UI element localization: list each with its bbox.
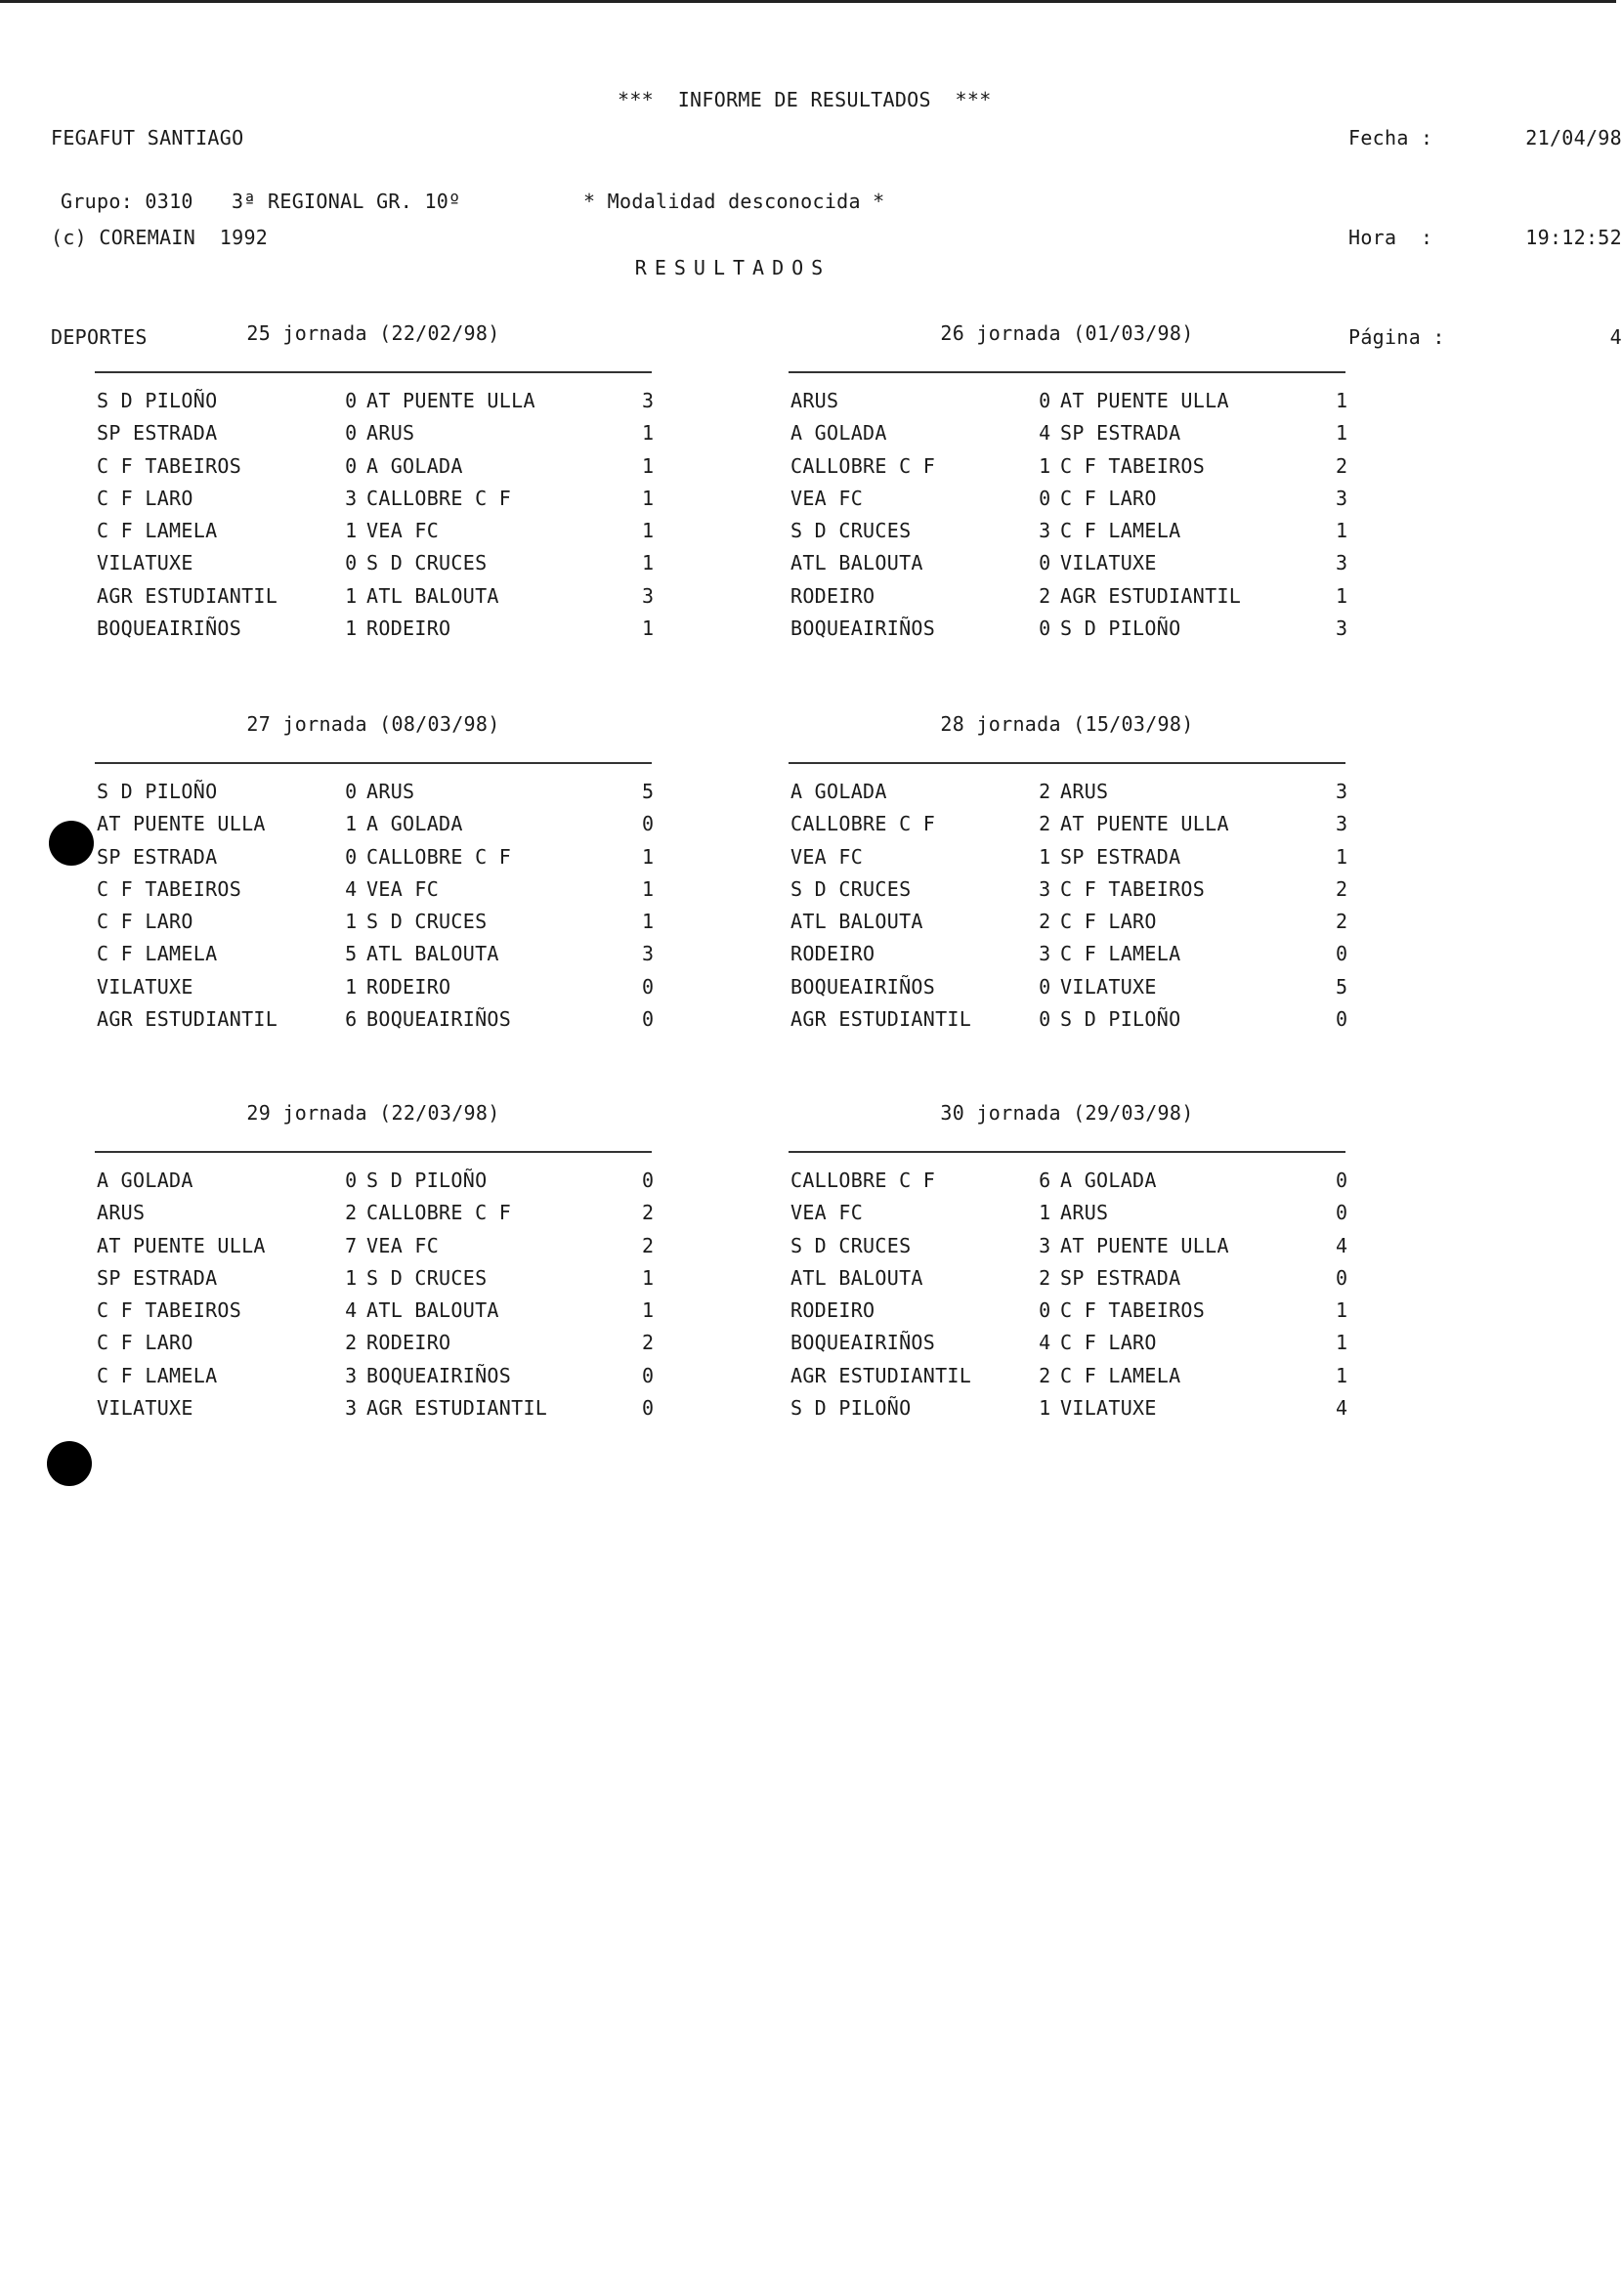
page-number: 4 [1609,325,1622,349]
home-score: 0 [1039,974,1051,999]
home-team: S D PILOÑO [790,1396,912,1421]
time-row [1348,221,1622,254]
match-row [789,1230,1348,1262]
away-team: BOQUEAIRIÑOS [366,1363,512,1387]
away-score: 1 [642,421,655,446]
match-row [95,450,655,483]
home-team: SP ESTRADA [97,844,218,869]
home-score: 1 [345,1265,358,1290]
away-score: 1 [642,1298,655,1323]
home-team: ARUS [97,1201,146,1225]
home-team: A GOLADA [790,780,887,803]
jornada-title: 26 jornada (01/03/98) [940,321,1194,345]
away-team: S D CRUCES [366,1265,488,1290]
home-score: 3 [345,486,358,510]
results-title: RESULTADOS [634,256,832,279]
home-score: 0 [345,421,358,446]
away-score: 1 [1336,519,1348,543]
away-score: 2 [642,1233,655,1257]
away-team: S D PILOÑO [1060,1007,1181,1032]
home-team: VEA FC [790,844,864,869]
home-team: AGR ESTUDIANTIL [97,583,278,608]
away-score: 0 [642,1363,655,1387]
home-team: RODEIRO [790,583,875,608]
away-team: ATL BALOUTA [366,942,499,966]
home-score: 1 [345,519,358,543]
away-score: 1 [642,1265,655,1290]
away-team: C F TABEIROS [1060,453,1206,478]
match-row [95,971,655,1003]
match-row [789,580,1348,613]
match-row [789,971,1348,1003]
match-row [789,515,1348,547]
away-team: VILATUXE [1060,974,1157,999]
away-team: VEA FC [366,519,440,543]
away-team: A GOLADA [366,812,463,836]
home-score: 5 [345,942,358,966]
home-score: 0 [1039,617,1051,641]
home-team: S D PILOÑO [97,389,218,412]
match-row [95,938,655,970]
home-score: 2 [1039,812,1051,836]
match-row [95,613,655,645]
jornada-block [95,317,655,645]
copyright-line: (c) COREMAIN 1992 [51,226,269,249]
home-team: AGR ESTUDIANTIL [790,1363,972,1387]
away-score: 0 [1336,1007,1348,1032]
home-score: 4 [1039,421,1051,446]
home-score: 1 [345,974,358,999]
away-score: 0 [642,812,655,836]
jornada-block [789,707,1348,1036]
away-score: 1 [642,453,655,478]
home-score: 7 [345,1233,358,1257]
home-team: ARUS [790,389,839,412]
home-score: 3 [1039,876,1051,901]
away-score: 4 [1336,1233,1348,1257]
home-score: 3 [345,1363,358,1387]
jornada-block [95,1096,655,1424]
header-right [1348,55,1622,387]
punch-hole-lower [47,1441,92,1486]
away-score: 0 [1336,1265,1348,1290]
home-team: C F LARO [97,910,193,934]
away-score: 0 [1336,1169,1348,1192]
home-team: VILATUXE [97,974,193,999]
away-team: ARUS [1060,780,1109,803]
home-team: S D CRUCES [790,519,912,543]
away-score: 1 [1336,1298,1348,1323]
away-team: A GOLADA [366,453,463,478]
department: DEPORTES [51,325,148,349]
jornada-rule [95,1151,652,1153]
home-team: SP ESTRADA [97,1265,218,1290]
page-label: Página : [1348,325,1445,349]
match-row [95,1392,655,1424]
home-score: 0 [1039,1298,1051,1323]
away-team: C F LAMELA [1060,1363,1181,1387]
away-score: 3 [1336,617,1348,641]
away-score: 2 [642,1201,655,1225]
home-team: S D PILOÑO [97,780,218,803]
match-row [95,515,655,547]
home-score: 1 [1039,1201,1051,1225]
home-team: RODEIRO [790,942,875,966]
home-team: CALLOBRE C F [790,453,936,478]
away-score: 1 [642,910,655,934]
match-row [789,1197,1348,1229]
away-score: 4 [1336,1396,1348,1421]
away-team: RODEIRO [366,974,451,999]
home-score: 4 [345,1298,358,1323]
away-team: ARUS [366,780,415,803]
home-team: BOQUEAIRIÑOS [790,1331,936,1355]
org-name: FEGAFUT SANTIAGO [51,126,244,149]
match-row [789,1003,1348,1036]
away-score: 1 [642,486,655,510]
home-score: 4 [1039,1331,1051,1355]
page-top-border [0,0,1616,3]
away-team: ATL BALOUTA [366,583,499,608]
away-team: C F TABEIROS [1060,1298,1206,1323]
away-score: 0 [1336,1201,1348,1225]
home-team: ATL BALOUTA [790,551,923,575]
away-team: CALLOBRE C F [366,1201,512,1225]
home-score: 1 [345,583,358,608]
home-team: VEA FC [790,486,864,510]
home-score: 0 [1039,389,1051,412]
jornada-title: 27 jornada (08/03/98) [246,712,500,736]
away-team: SP ESTRADA [1060,844,1181,869]
home-score: 0 [1039,551,1051,575]
jornada-block [789,317,1348,645]
away-team: C F LAMELA [1060,942,1181,966]
away-score: 2 [1336,453,1348,478]
modalidad: * Modalidad desconocida * [583,190,885,213]
home-score: 6 [1039,1169,1051,1192]
away-team: AT PUENTE ULLA [366,389,535,412]
home-score: 0 [345,389,358,412]
home-team: S D CRUCES [790,876,912,901]
match-row [789,385,1348,417]
match-row [95,841,655,873]
home-score: 2 [1039,910,1051,934]
home-score: 2 [1039,1265,1051,1290]
home-team: A GOLADA [790,421,887,446]
away-score: 0 [642,1007,655,1032]
match-row [789,808,1348,840]
away-score: 3 [642,583,655,608]
away-score: 1 [1336,1363,1348,1387]
home-score: 2 [1039,780,1051,803]
home-team: AGR ESTUDIANTIL [790,1007,972,1032]
away-team: CALLOBRE C F [366,844,512,869]
away-team: VEA FC [366,876,440,901]
home-score: 0 [1039,1007,1051,1032]
away-team: C F LARO [1060,486,1157,510]
away-score: 3 [642,942,655,966]
away-team: SP ESTRADA [1060,421,1181,446]
jornada-block [95,707,655,1036]
home-team: C F TABEIROS [97,876,242,901]
away-score: 2 [642,1331,655,1355]
date-value: 21/04/98 [1525,126,1622,149]
away-score: 5 [642,780,655,803]
match-row [95,873,655,906]
away-team: AT PUENTE ULLA [1060,1233,1229,1257]
jornada-title: 28 jornada (15/03/98) [940,712,1194,736]
home-score: 0 [345,551,358,575]
match-row [95,808,655,840]
away-team: C F LARO [1060,1331,1157,1355]
match-row [95,906,655,938]
away-team: S D PILOÑO [366,1169,488,1192]
away-score: 3 [1336,551,1348,575]
date-label: Fecha : [1348,126,1433,149]
away-score: 3 [642,389,655,412]
match-row [95,417,655,449]
home-score: 2 [345,1331,358,1355]
jornada-rule [95,371,652,373]
away-team: AGR ESTUDIANTIL [1060,583,1242,608]
match-row [789,483,1348,515]
away-score: 0 [642,1396,655,1421]
away-score: 1 [1336,389,1348,412]
away-team: VILATUXE [1060,551,1157,575]
jornada-title: 29 jornada (22/03/98) [246,1101,500,1125]
match-row [789,873,1348,906]
away-team: C F LAMELA [1060,519,1181,543]
home-team: VILATUXE [97,551,193,575]
home-score: 3 [1039,942,1051,966]
match-row [789,1262,1348,1295]
match-row [95,547,655,579]
home-team: ATL BALOUTA [790,910,923,934]
home-score: 0 [1039,486,1051,510]
jornada-rule [789,762,1345,764]
away-team: ARUS [366,421,415,446]
match-row [95,580,655,613]
match-row [789,1360,1348,1392]
jornada-title: 30 jornada (29/03/98) [940,1101,1194,1125]
home-team: A GOLADA [97,1169,193,1192]
home-team: BOQUEAIRIÑOS [790,974,936,999]
match-row [789,547,1348,579]
group-line [61,190,885,213]
away-team: AGR ESTUDIANTIL [366,1396,548,1421]
away-team: ATL BALOUTA [366,1298,499,1323]
home-score: 3 [1039,519,1051,543]
away-score: 1 [642,617,655,641]
home-team: C F LARO [97,486,193,510]
away-team: SP ESTRADA [1060,1265,1181,1290]
jornada-title: 25 jornada (22/02/98) [246,321,500,345]
match-row [95,1262,655,1295]
time-value: 19:12:52 [1525,226,1622,249]
match-row [95,1327,655,1359]
away-score: 1 [642,844,655,869]
away-team: S D PILOÑO [1060,617,1181,641]
home-team: BOQUEAIRIÑOS [97,617,242,641]
home-team: VEA FC [790,1201,864,1225]
away-score: 3 [1336,780,1348,803]
match-row [789,906,1348,938]
match-row [789,613,1348,645]
away-score: 1 [642,551,655,575]
home-team: S D CRUCES [790,1233,912,1257]
home-team: AGR ESTUDIANTIL [97,1007,278,1032]
away-team: RODEIRO [366,1331,451,1355]
home-team: CALLOBRE C F [790,812,936,836]
home-team: RODEIRO [790,1298,875,1323]
away-team: C F LARO [1060,910,1157,934]
match-row [95,1295,655,1327]
jornada-rule [95,762,652,764]
home-score: 1 [1039,1396,1051,1421]
home-team: AT PUENTE ULLA [97,1233,266,1257]
away-team: AT PUENTE ULLA [1060,812,1229,836]
away-team: VILATUXE [1060,1396,1157,1421]
match-row [95,385,655,417]
home-team: C F LARO [97,1331,193,1355]
match-row [789,450,1348,483]
away-team: CALLOBRE C F [366,486,512,510]
home-score: 2 [1039,583,1051,608]
punch-hole-upper [49,821,94,866]
time-label: Hora : [1348,226,1433,249]
home-team: VILATUXE [97,1396,193,1421]
page-row [1348,320,1622,354]
home-team: C F LAMELA [97,519,218,543]
home-team: AT PUENTE ULLA [97,812,266,836]
group-name: 3ª REGIONAL GR. 10º [232,190,461,213]
home-score: 1 [1039,453,1051,478]
away-team: BOQUEAIRIÑOS [366,1007,512,1032]
home-team: ATL BALOUTA [790,1265,923,1290]
away-score: 0 [642,1169,655,1192]
date-row [1348,121,1622,154]
away-score: 2 [1336,910,1348,934]
away-score: 1 [1336,1331,1348,1355]
away-score: 1 [1336,421,1348,446]
home-score: 2 [1039,1363,1051,1387]
match-row [789,1295,1348,1327]
away-team: ARUS [1060,1201,1109,1225]
group-code: Grupo: 0310 [61,190,193,213]
home-score: 1 [345,812,358,836]
home-score: 6 [345,1007,358,1032]
home-score: 3 [345,1396,358,1421]
away-team: VEA FC [366,1233,440,1257]
away-team: AT PUENTE ULLA [1060,389,1229,412]
match-row [95,1197,655,1229]
match-row [95,776,655,808]
home-score: 4 [345,876,358,901]
away-score: 0 [642,974,655,999]
match-row [95,483,655,515]
home-team: C F LAMELA [97,1363,218,1387]
away-score: 5 [1336,974,1348,999]
away-score: 3 [1336,812,1348,836]
away-score: 1 [642,519,655,543]
home-score: 0 [345,780,358,803]
home-team: BOQUEAIRIÑOS [790,617,936,641]
away-score: 3 [1336,486,1348,510]
match-row [95,1165,655,1197]
home-score: 1 [345,910,358,934]
report-title: *** INFORME DE RESULTADOS *** [618,88,992,111]
away-score: 1 [642,876,655,901]
away-team: S D CRUCES [366,551,488,575]
home-team: C F TABEIROS [97,453,242,478]
home-score: 1 [345,617,358,641]
match-row [789,841,1348,873]
match-row [95,1230,655,1262]
away-score: 1 [1336,583,1348,608]
jornada-rule [789,371,1345,373]
home-score: 0 [345,1169,358,1192]
home-score: 2 [345,1201,358,1225]
match-row [789,1165,1348,1197]
jornada-block [789,1096,1348,1424]
home-team: C F LAMELA [97,942,218,966]
home-team: C F TABEIROS [97,1298,242,1323]
home-score: 0 [345,844,358,869]
match-row [95,1003,655,1036]
match-row [789,1392,1348,1424]
away-score: 0 [1336,942,1348,966]
away-team: S D CRUCES [366,910,488,934]
match-row [789,417,1348,449]
home-score: 0 [345,453,358,478]
match-row [789,938,1348,970]
match-row [789,776,1348,808]
away-score: 2 [1336,876,1348,901]
match-row [789,1327,1348,1359]
home-team: SP ESTRADA [97,421,218,446]
home-score: 1 [1039,844,1051,869]
away-team: A GOLADA [1060,1169,1157,1192]
away-team: C F TABEIROS [1060,876,1206,901]
match-row [95,1360,655,1392]
away-team: RODEIRO [366,617,451,641]
home-score: 3 [1039,1233,1051,1257]
jornada-rule [789,1151,1345,1153]
home-team: CALLOBRE C F [790,1169,936,1192]
away-score: 1 [1336,844,1348,869]
